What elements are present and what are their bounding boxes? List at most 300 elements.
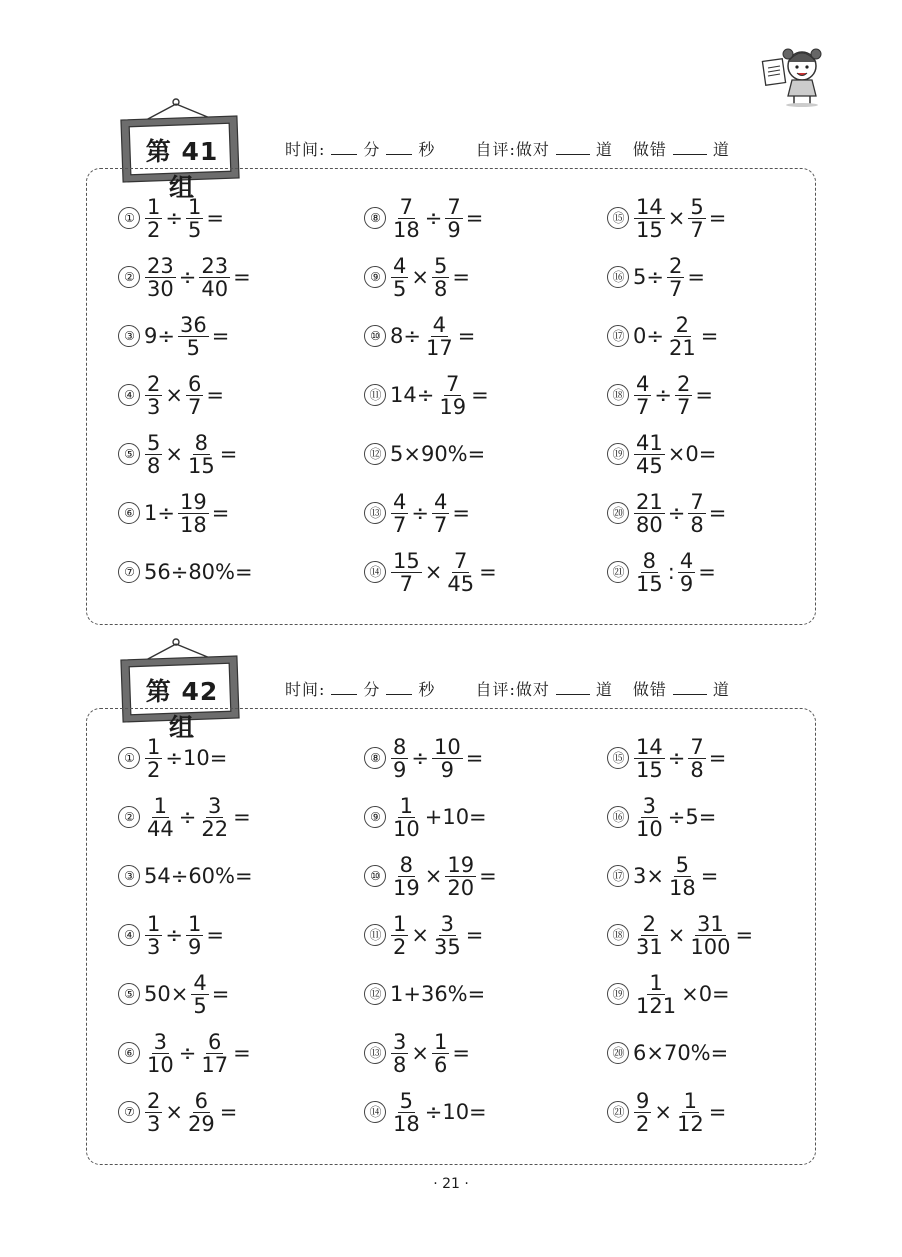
problem-number: ② [118, 266, 140, 288]
problem-number: ⑧ [364, 747, 386, 769]
problem-item [607, 426, 717, 482]
fraction [634, 1090, 651, 1135]
numerator: 1 [187, 911, 202, 936]
problem-item [607, 966, 731, 1022]
fraction [437, 373, 468, 418]
denominator: 10 [393, 816, 420, 841]
denominator: 9 [187, 934, 202, 959]
fraction [634, 491, 665, 536]
unit-label: 道 [712, 140, 730, 159]
score-record-line [285, 137, 730, 160]
expression-text: ÷ [424, 206, 443, 230]
fraction [432, 736, 463, 781]
denominator: 18 [668, 875, 696, 900]
denominator: 10 [636, 816, 663, 841]
minutes-label: 分 [363, 140, 381, 159]
seconds-label: 秒 [418, 140, 436, 159]
expression-text: = [206, 923, 224, 947]
denominator: 121 [636, 993, 677, 1018]
expression-text: ÷ [654, 383, 672, 407]
fraction [432, 1031, 449, 1076]
expression-text: = [452, 501, 470, 525]
expression-text: 1+36%= [390, 982, 486, 1006]
numerator: 4 [393, 253, 407, 278]
expression-text: 5÷ [633, 265, 664, 289]
denominator: 29 [187, 1111, 215, 1136]
fraction [391, 491, 408, 536]
expression-text: ×0= [681, 982, 730, 1006]
numerator: 3 [153, 1029, 168, 1054]
numerator: 2 [676, 371, 691, 396]
numerator: 1 [147, 194, 161, 219]
fraction [432, 913, 463, 958]
numerator: 2 [668, 253, 683, 278]
numerator: 7 [454, 548, 468, 573]
denominator: 6 [433, 1052, 448, 1077]
problem-item [364, 544, 498, 600]
denominator: 7 [399, 571, 414, 596]
problem-item [118, 367, 225, 423]
problem-item [364, 190, 484, 246]
problem-item [118, 544, 254, 600]
expression-text: = [700, 324, 719, 348]
problem-number: ㉑ [607, 1101, 629, 1123]
expression-text: = [452, 265, 470, 289]
problem-item [364, 966, 486, 1022]
denominator: 21 [668, 335, 696, 360]
fraction [391, 196, 422, 241]
denominator: 30 [147, 276, 174, 301]
expression-text: = [687, 265, 705, 289]
expression-text: × [411, 1041, 429, 1065]
fraction [178, 491, 209, 536]
problem-item [118, 848, 254, 904]
numerator: 3 [208, 793, 222, 818]
expression-text: × [424, 864, 443, 888]
fraction [145, 196, 162, 241]
seconds-blank [386, 682, 412, 695]
problem-item [364, 730, 484, 786]
fraction [186, 913, 203, 958]
denominator: 8 [690, 512, 704, 537]
denominator: 8 [147, 453, 161, 478]
fraction [199, 1031, 230, 1076]
problem-item [607, 367, 714, 423]
denominator: 2 [636, 1111, 650, 1136]
numerator: 3 [642, 793, 657, 818]
expression-text: ÷10= [165, 746, 228, 770]
expression-text: 8÷ [390, 324, 421, 348]
problem-item [364, 249, 471, 305]
fraction [432, 255, 449, 300]
expression-text: = [206, 383, 224, 407]
fraction [391, 913, 408, 958]
denominator: 80 [636, 512, 663, 537]
fraction [391, 854, 422, 899]
numerator: 5 [147, 430, 161, 455]
fraction [424, 314, 455, 359]
fraction [391, 1090, 422, 1135]
problem-number: ⑱ [607, 384, 629, 406]
denominator: 2 [147, 757, 161, 782]
fraction [445, 854, 476, 899]
denominator: 40 [201, 276, 229, 301]
problem-number: ⑭ [364, 561, 386, 583]
expression-text: × [424, 560, 443, 584]
numerator: 8 [393, 734, 407, 759]
problem-number: ⑤ [118, 983, 140, 1005]
denominator: 7 [668, 276, 683, 301]
denominator: 17 [201, 1052, 229, 1077]
fraction [634, 432, 665, 477]
seconds-blank [386, 142, 412, 155]
unit-label: 道 [712, 680, 730, 699]
fraction [391, 795, 422, 840]
problem-item [607, 308, 719, 364]
expression-text: = [233, 265, 251, 289]
numerator: 15 [393, 548, 420, 573]
numerator: 4 [193, 970, 207, 995]
numerator: 1 [683, 1088, 698, 1113]
numerator: 8 [399, 852, 414, 877]
fraction [391, 736, 408, 781]
numerator: 1 [187, 194, 202, 219]
correct-blank [556, 142, 590, 155]
expression-text: ÷ [178, 805, 197, 829]
expression-text: 0÷ [633, 324, 664, 348]
problem-number: ② [118, 806, 140, 828]
numerator: 23 [147, 253, 174, 278]
problem-item [118, 789, 252, 845]
fraction [391, 1031, 408, 1076]
problem-item [364, 485, 471, 541]
expression-text: 1÷ [144, 501, 175, 525]
problem-number: ⑧ [364, 207, 386, 229]
expression-text: ÷ [178, 1041, 197, 1065]
denominator: 17 [425, 335, 453, 360]
problem-number: ④ [118, 924, 140, 946]
denominator: 7 [676, 394, 691, 419]
numerator: 2 [675, 312, 690, 337]
problem-item [607, 485, 727, 541]
expression-text: 3× [633, 864, 664, 888]
problem-item [364, 848, 498, 904]
expression-text: = [233, 805, 251, 829]
seconds-label: 秒 [418, 680, 436, 699]
problem-item [364, 426, 486, 482]
denominator: 31 [636, 934, 663, 959]
fraction [145, 1031, 176, 1076]
denominator: 5 [393, 276, 407, 301]
problem-number: ⑬ [364, 1042, 386, 1064]
fraction [634, 736, 665, 781]
problem-number: ⑩ [364, 325, 386, 347]
problem-number: ④ [118, 384, 140, 406]
numerator: 4 [393, 489, 407, 514]
numerator: 23 [201, 253, 229, 278]
expression-text: = [465, 746, 484, 770]
numerator: 5 [433, 253, 448, 278]
expression-text: × [667, 206, 686, 230]
problem-number: ⑬ [364, 502, 386, 524]
denominator: 44 [147, 816, 174, 841]
expression-text: ÷ [165, 206, 183, 230]
problem-number: ⑫ [364, 443, 386, 465]
fraction [145, 795, 176, 840]
fraction [667, 854, 698, 899]
problem-number: ⑦ [118, 561, 140, 583]
numerator: 7 [399, 194, 414, 219]
expression-text: = [452, 1041, 470, 1065]
expression-text: × [411, 265, 429, 289]
expression-text: = [465, 923, 484, 947]
denominator: 7 [433, 512, 448, 537]
expression-text: ÷10= [424, 1100, 487, 1124]
expression-text: = [219, 1100, 238, 1124]
expression-text: = [708, 206, 727, 230]
problem-item [364, 907, 484, 963]
minutes-blank [331, 682, 357, 695]
numerator: 4 [432, 312, 447, 337]
denominator: 5 [193, 993, 207, 1018]
problem-number: ⑯ [607, 266, 629, 288]
group-title: 第 41 组 [145, 137, 219, 202]
expression-text: ÷ [411, 501, 429, 525]
fraction [675, 1090, 706, 1135]
denominator: 3 [147, 394, 161, 419]
numerator: 4 [636, 371, 650, 396]
numerator: 36 [179, 312, 207, 337]
fraction [145, 432, 162, 477]
numerator: 1 [649, 970, 663, 995]
problem-number: ⑨ [364, 806, 386, 828]
correct-blank [556, 682, 590, 695]
problem-number: ⑥ [118, 502, 140, 524]
denominator: 7 [393, 512, 407, 537]
fraction [445, 550, 476, 595]
denominator: 19 [393, 875, 420, 900]
problem-item [118, 1025, 252, 1081]
denominator: 15 [636, 217, 663, 242]
denominator: 15 [636, 757, 663, 782]
denominator: 2 [393, 934, 407, 959]
time-label: 时间: [285, 140, 326, 159]
problem-item [607, 1084, 727, 1140]
expression-text: ÷ [667, 501, 686, 525]
problem-number: ⑳ [607, 502, 629, 524]
expression-text: = [211, 982, 230, 1006]
problem-item [118, 485, 230, 541]
score-record-line [285, 677, 730, 700]
expression-text: = [700, 864, 719, 888]
fraction [391, 550, 422, 595]
problem-number: ① [118, 207, 140, 229]
expression-text: 56÷80%= [144, 560, 253, 584]
problem-item [118, 1084, 238, 1140]
denominator: 8 [393, 1052, 407, 1077]
denominator: 7 [636, 394, 650, 419]
numerator: 9 [636, 1088, 650, 1113]
expression-text: 6×70%= [633, 1041, 729, 1065]
fraction [145, 255, 176, 300]
expression-text: = [233, 1041, 251, 1065]
expression-text: × [165, 442, 183, 466]
problem-number: ⑪ [364, 924, 386, 946]
expression-text: 14÷ [390, 383, 435, 407]
fraction [145, 913, 162, 958]
problem-number: ⑲ [607, 443, 629, 465]
numerator: 7 [690, 734, 704, 759]
denominator: 19 [439, 394, 467, 419]
fraction [634, 913, 665, 958]
expression-text: : [667, 560, 675, 584]
numerator: 1 [153, 793, 168, 818]
problem-number: ㉑ [607, 561, 629, 583]
fraction [186, 373, 203, 418]
expression-text: × [165, 1100, 183, 1124]
fraction [391, 255, 408, 300]
fraction [634, 795, 665, 840]
self-eval-label: 自评:做对 [475, 680, 550, 699]
problem-number: ⑥ [118, 1042, 140, 1064]
problem-number: ⑪ [364, 384, 386, 406]
unit-label: 道 [595, 680, 613, 699]
fraction [199, 795, 230, 840]
time-label: 时间: [285, 680, 326, 699]
fraction [432, 491, 449, 536]
expression-text: = [206, 206, 224, 230]
numerator: 31 [697, 911, 724, 936]
problem-item [607, 1025, 729, 1081]
denominator: 8 [433, 276, 448, 301]
numerator: 14 [636, 734, 663, 759]
problem-number: ⑦ [118, 1101, 140, 1123]
expression-text: = [695, 383, 713, 407]
fraction [145, 1090, 162, 1135]
problem-number: ⑭ [364, 1101, 386, 1123]
numerator: 1 [147, 911, 161, 936]
numerator: 8 [194, 430, 209, 455]
numerator: 14 [636, 194, 663, 219]
expression-text: × [411, 923, 429, 947]
fraction [186, 196, 203, 241]
minutes-label: 分 [363, 680, 381, 699]
expression-text: = [211, 501, 230, 525]
problem-item [118, 966, 230, 1022]
unit-label: 道 [595, 140, 613, 159]
fraction [145, 736, 162, 781]
problem-item [607, 249, 706, 305]
problem-number: ⑫ [364, 983, 386, 1005]
problem-number: ⑰ [607, 325, 629, 347]
expression-text: = [479, 560, 497, 584]
numerator: 5 [675, 852, 690, 877]
denominator: 15 [636, 571, 663, 596]
denominator: 18 [393, 1111, 420, 1136]
numerator: 7 [447, 194, 461, 219]
problem-item [607, 789, 717, 845]
expression-text: = [465, 206, 484, 230]
numerator: 1 [393, 911, 407, 936]
numerator: 19 [447, 852, 475, 877]
fraction [688, 736, 705, 781]
problem-item [118, 907, 225, 963]
fraction [186, 432, 217, 477]
numerator: 10 [433, 734, 461, 759]
problem-item [118, 426, 238, 482]
fraction [688, 196, 705, 241]
expression-text: = [708, 746, 727, 770]
numerator: 4 [679, 548, 694, 573]
denominator: 20 [447, 875, 475, 900]
problem-number: ⑮ [607, 207, 629, 229]
denominator: 7 [187, 394, 202, 419]
problem-number: ⑮ [607, 747, 629, 769]
mascot-illustration [760, 40, 830, 108]
denominator: 8 [690, 757, 704, 782]
wrong-label: 做错 [632, 680, 667, 699]
fraction [634, 373, 651, 418]
numerator: 2 [642, 911, 657, 936]
problem-item [118, 249, 252, 305]
problem-item [607, 544, 717, 600]
wrong-blank [673, 682, 707, 695]
numerator: 8 [642, 548, 657, 573]
numerator: 5 [690, 194, 704, 219]
fraction [667, 314, 698, 359]
problem-item [364, 789, 488, 845]
group-title: 第 42 组 [145, 677, 219, 742]
expression-text: ÷ [178, 265, 197, 289]
problem-number: ③ [118, 325, 140, 347]
problem-number: ⑨ [364, 266, 386, 288]
fraction [199, 255, 230, 300]
denominator: 5 [186, 335, 201, 360]
problem-item [364, 308, 476, 364]
problem-number: ⑩ [364, 865, 386, 887]
problem-item [118, 190, 225, 246]
expression-text: = [708, 501, 727, 525]
fraction [186, 1090, 217, 1135]
fraction [445, 196, 462, 241]
denominator: 45 [447, 571, 475, 596]
minutes-blank [331, 142, 357, 155]
expression-text: 9÷ [144, 324, 175, 348]
problem-number: ⑤ [118, 443, 140, 465]
numerator: 19 [179, 489, 207, 514]
problem-number: ⑲ [607, 983, 629, 1005]
denominator: 9 [679, 571, 694, 596]
problem-item [364, 1084, 488, 1140]
expression-text: 54÷60%= [144, 864, 253, 888]
problem-item [607, 190, 727, 246]
expression-text: ÷5= [667, 805, 717, 829]
expression-text: = [479, 864, 497, 888]
fraction [688, 491, 705, 536]
denominator: 100 [690, 934, 731, 959]
numerator: 6 [208, 1029, 222, 1054]
fraction [145, 373, 162, 418]
numerator: 2 [147, 371, 161, 396]
problem-number: ① [118, 747, 140, 769]
denominator: 7 [690, 217, 704, 242]
expression-text: ×0= [667, 442, 717, 466]
numerator: 21 [636, 489, 663, 514]
denominator: 3 [147, 934, 161, 959]
problem-number: ⑯ [607, 806, 629, 828]
problem-item [607, 848, 719, 904]
denominator: 18 [393, 217, 420, 242]
